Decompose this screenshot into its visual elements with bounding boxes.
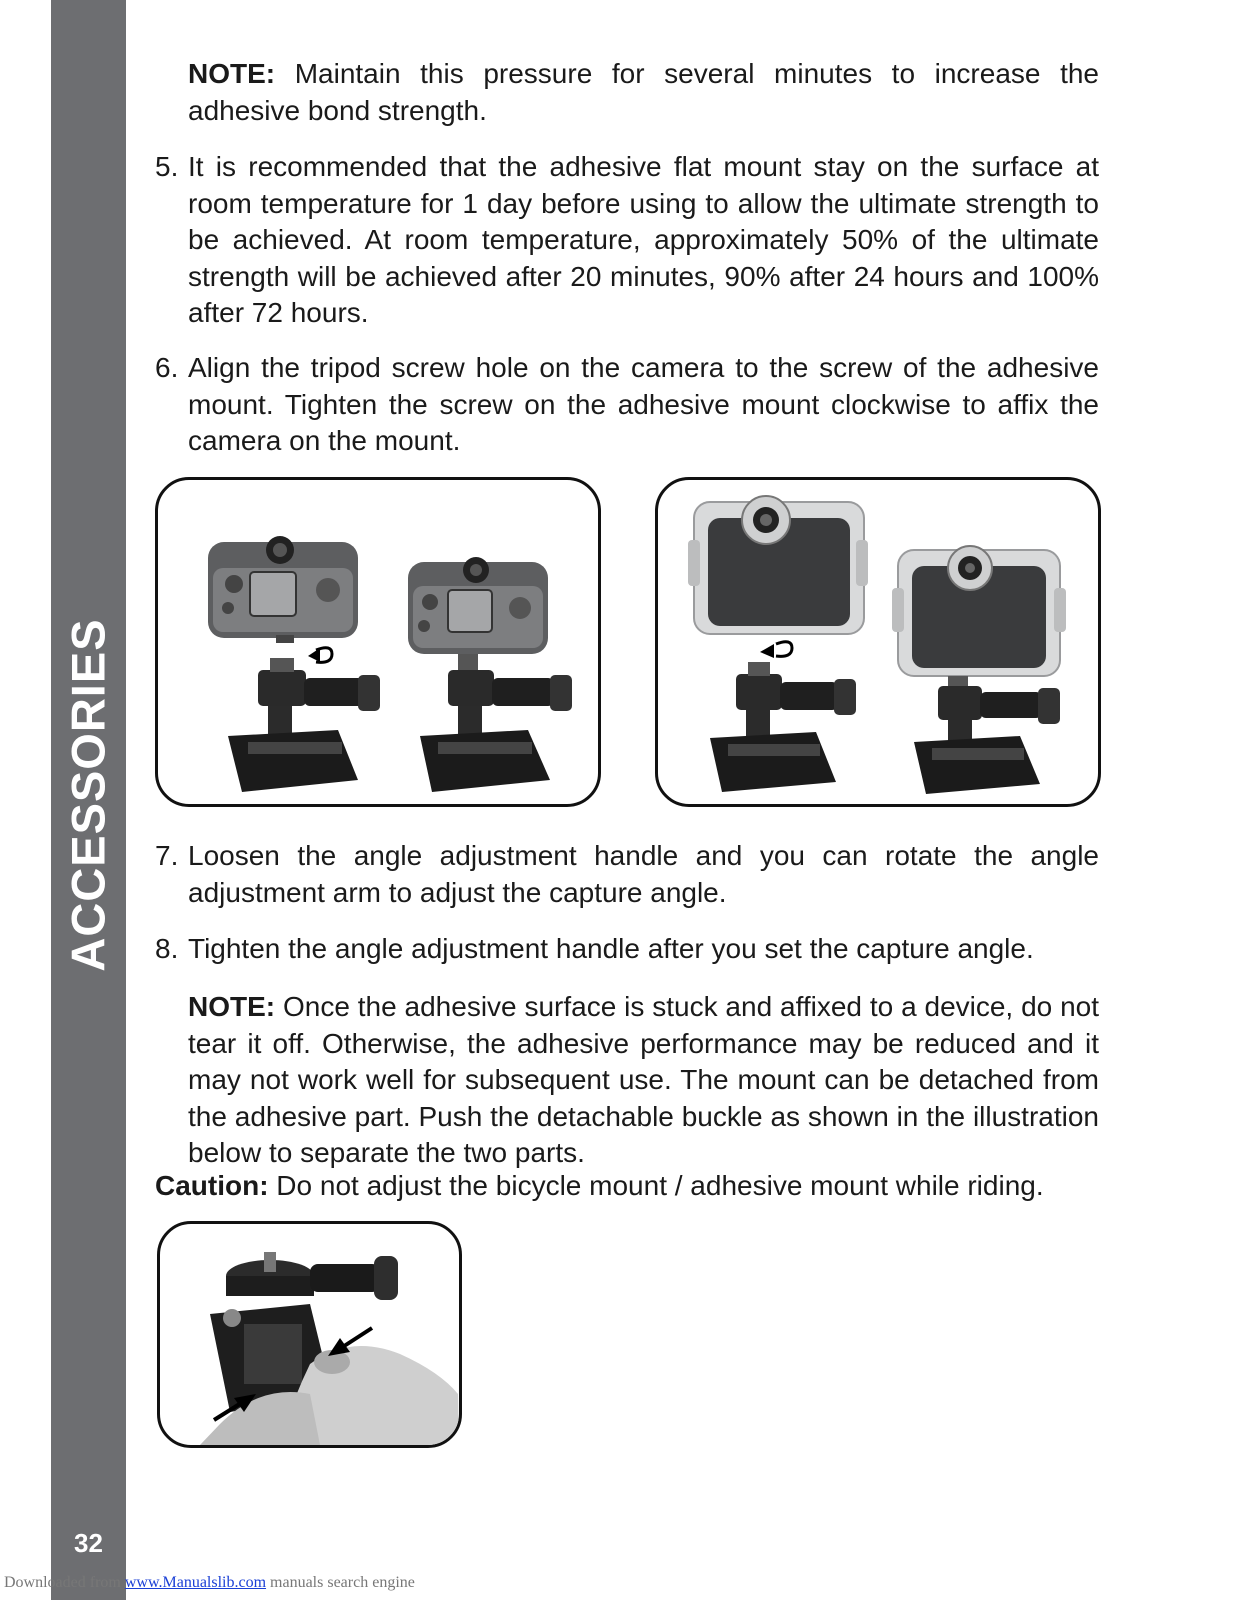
camera-icon [208,536,358,643]
section-title: ACCESSORIES [61,618,115,972]
adhesive-mount-icon [228,658,380,792]
note-label: NOTE: [188,58,276,89]
note-text: Maintain this pressure for several minutes to increase the adhesive bond strength. [188,58,1099,126]
step-5-text: It is recommended that the adhesive flat mount stay on the surface at room temperature for 1 day before using to allow the ultimate strength to be achieved. At room temperature, approximately 50% of the ultimate strength will be achieved after 20 minutes, 90% after 24 hours and 100% after 72 hours. [188,151,1099,328]
step-number: 7. [155,840,179,871]
step-6-text: Align the tripod screw hole on the camera to the screw of the adhesive mount. Tighten the screw on the adhesive mount clockwise to affix the camera on the mount. [188,352,1099,456]
waterproof-case-icon [892,546,1066,676]
rotate-clockwise-icon [760,642,792,658]
note-text: Once the adhesive surface is stuck and affixed to a device, do not tear it off. Otherwise, the adhesive performance may be reduced and it may not work well for subsequent use. The mount can be detached from the adhesive part. Push the detachable buckle as shown in the illustration below to separate the two parts. [188,991,1099,1168]
footer-suffix: manuals search engine [266,1574,415,1591]
caution-label: Caution: [155,1170,269,1201]
step-number: 5. [155,151,179,182]
note-label: NOTE: [188,991,276,1022]
step-number: 6. [155,352,179,383]
step-7-text: Loosen the angle adjustment handle and you can rotate the angle adjustment arm to adjust the capture angle. [188,840,1099,908]
footer-prefix: Downloaded from [4,1574,125,1591]
detach-buckle-illustration [160,1224,459,1445]
note-paragraph [188,56,1099,129]
adhesive-mount-icon [710,662,856,792]
caution-text: Do not adjust the bicycle mount / adhesive mount while riding. [268,1170,1044,1201]
rotate-clockwise-icon [308,648,332,663]
adhesive-mount-icon [914,676,1060,794]
caution-paragraph [155,1168,1115,1205]
step-8-text: Tighten the angle adjustment handle after you set the capture angle. [188,933,1034,964]
page-number: 32 [74,1528,103,1558]
step-number: 8. [155,933,179,964]
adhesive-mount-icon [420,654,572,792]
illustration-camera-mount [155,477,601,807]
manualslib-link[interactable]: www.Manualslib.com [124,1574,267,1591]
camera-icon [408,557,548,654]
waterproof-case-icon [688,496,868,634]
waterproof-case-illustration [658,480,1098,804]
illustration-waterproof-case-mount [655,477,1101,807]
camera-mount-illustration [158,480,598,804]
note-paragraph [188,989,1099,1172]
footer [4,1574,415,1592]
illustration-detach-buckle [157,1221,462,1448]
